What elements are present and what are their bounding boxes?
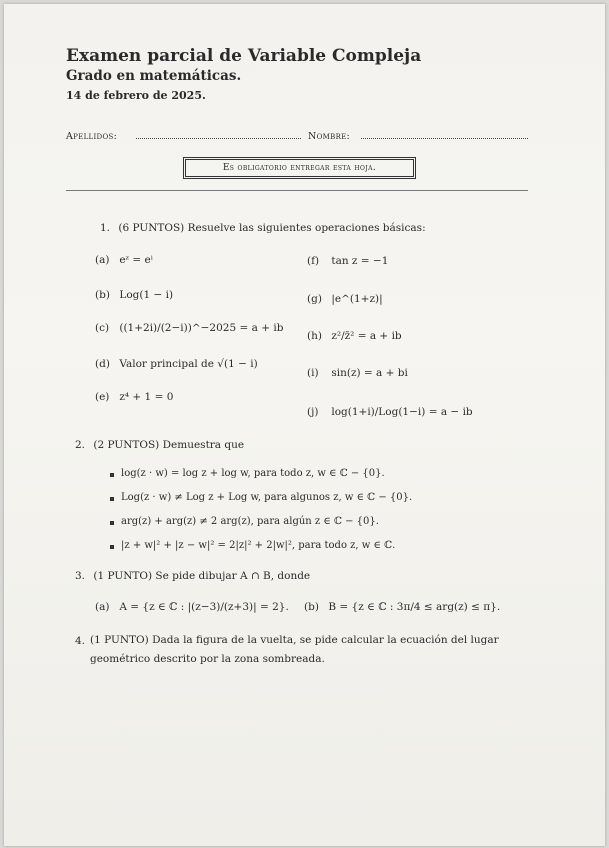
question-2 (75, 439, 244, 451)
q3-item-b: (b) B = {z ∈ ℂ : 3π/4 ≤ arg(z) ≤ π}. (304, 601, 501, 613)
q1-item-f: (f) tan z = −1 (307, 255, 389, 267)
q1-item-a: (a) eᶻ = eⁱ (95, 254, 153, 266)
name-label: Nombre: (308, 131, 351, 142)
q2-bullet-2: Log(z · w) ≠ Log z + Log w, para algunos z, w ∈ ℂ − {0}. (121, 492, 413, 503)
q3-item-a: (a) A = {z ∈ ℂ : |(z−3)/(z+3)| = 2}. (95, 601, 289, 613)
q1-item-j: (j) log(1+i)/Log(1−i) = a − ib (307, 406, 473, 418)
surname-label: Apellidos: (66, 131, 118, 142)
q1-item-b: (b) Log(1 − i) (95, 289, 174, 301)
question-1 (100, 222, 426, 234)
q2-bullet-3: arg(z) + arg(z) ≠ 2 arg(z), para algún z ∈ ℂ − {0}. (121, 516, 379, 527)
q2-bullet-1: log(z · w) = log z + log w, para todo z, w ∈ ℂ − {0}. (121, 468, 385, 479)
q2-number: 2. (75, 439, 86, 451)
q3-number: 3. (75, 570, 86, 582)
mandatory-notice: Es obligatorio entregar esta hoja. (185, 159, 414, 177)
q3-text: (1 PUNTO) Se pide dibujar A ∩ B, donde (93, 570, 311, 582)
exam-sheet (4, 4, 605, 846)
q1-item-e: (e) z⁴ + 1 = 0 (95, 391, 174, 403)
q1-number: 1. (100, 222, 111, 234)
question-3 (75, 570, 310, 582)
question-4-number: 4. (75, 635, 86, 647)
exam-subtitle: Grado en matemáticas. (66, 68, 242, 84)
q2-bullet-4: |z + w|² + |z − w|² = 2|z|² + 2|w|², para todo z, w ∈ ℂ. (121, 540, 396, 551)
surname-blank[interactable] (136, 138, 301, 139)
header-divider (66, 190, 528, 191)
name-blank[interactable] (361, 138, 528, 139)
q1-item-h: (h) z²/z̄² = a + ib (307, 330, 402, 342)
student-fields (66, 131, 528, 145)
q1-item-g: (g) |e^(1+z)| (307, 293, 383, 305)
question-4-text: (1 PUNTO) Dada la figura de la vuelta, se pide calcular la ecuación del lugar geométrico descrito por la zona sombreada. (90, 634, 499, 665)
q1-text: (6 PUNTOS) Resuelve las siguientes operaciones básicas: (118, 222, 426, 234)
exam-date: 14 de febrero de 2025. (66, 89, 206, 102)
q1-item-d: (d) Valor principal de √(1 − i) (95, 358, 258, 370)
q1-item-c: (c) ((1+2i)/(2−i))^−2025 = a + ib (95, 322, 284, 334)
q2-text: (2 PUNTOS) Demuestra que (93, 439, 245, 451)
exam-title: Examen parcial de Variable Compleja (66, 46, 422, 66)
q1-item-i: (i) sin(z) = a + bi (307, 367, 408, 379)
